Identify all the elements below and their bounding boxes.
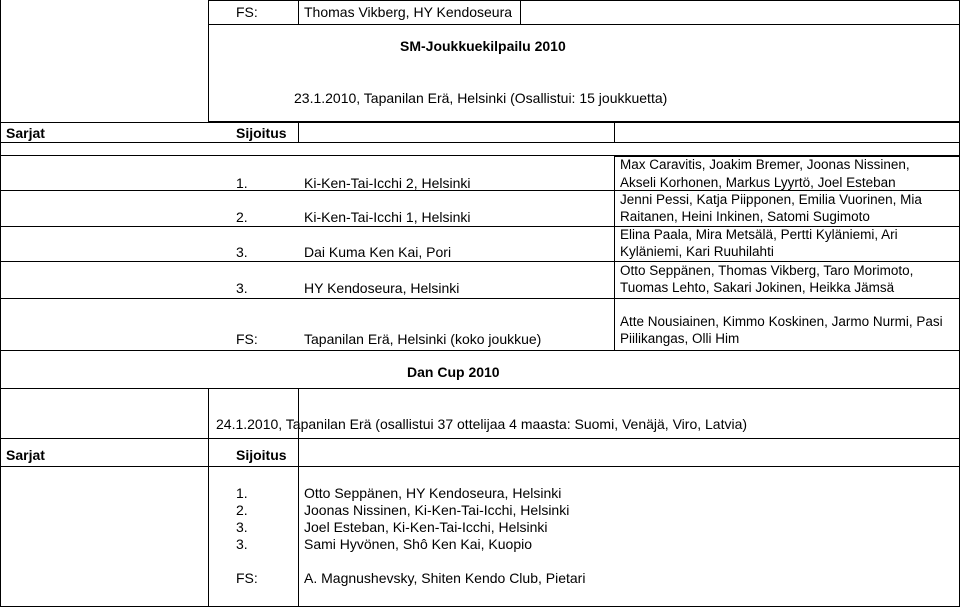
sm-title: SM-Joukkuekilpailu 2010: [400, 38, 566, 54]
dan-title: Dan Cup 2010: [407, 364, 500, 380]
grid-line: [208, 0, 209, 123]
header-fs-value: Thomas Vikberg, HY Kendoseura: [304, 4, 513, 20]
sm-fs-members: Piilikangas, Olli Him: [620, 331, 740, 346]
sm-col-sijoitus: Sijoitus: [236, 125, 287, 141]
sm-team: Ki-Ken-Tai-Icchi 2, Helsinki: [304, 175, 471, 191]
grid-line: [0, 122, 960, 123]
sm-members: Akseli Korhonen, Markus Lyyrtö, Joel Esteban: [620, 175, 896, 190]
grid-line: [520, 0, 521, 24]
dan-name: Sami Hyvönen, Shô Ken Kai, Kuopio: [304, 536, 533, 552]
sm-place: 2.: [236, 209, 248, 225]
sm-members: Kyläniemi, Kari Ruuhilahti: [620, 244, 774, 259]
dan-fs-name: A. Magnushevsky, Shiten Kendo Club, Pietari: [304, 570, 586, 586]
dan-name: Otto Seppänen, HY Kendoseura, Helsinki: [304, 485, 562, 501]
dan-name: Joonas Nissinen, Ki-Ken-Tai-Icchi, Helsinki: [304, 502, 570, 518]
sm-place: 3.: [236, 244, 248, 260]
sm-members: Otto Seppänen, Thomas Vikberg, Taro Morimoto,: [620, 263, 914, 278]
dan-place: 3.: [236, 536, 248, 552]
dan-fs-label: FS:: [236, 570, 258, 586]
sm-fs-team: Tapanilan Erä, Helsinki (koko joukkue): [304, 331, 542, 347]
grid-line: [0, 142, 960, 143]
grid-line: [614, 155, 615, 350]
sm-team: Ki-Ken-Tai-Icchi 1, Helsinki: [304, 209, 471, 225]
sm-place: 1.: [236, 175, 248, 191]
sm-members: Elina Paala, Mira Metsälä, Pertti Kyläniemi, Ari: [620, 227, 898, 242]
grid-line: [0, 388, 960, 389]
dan-col-sijoitus: Sijoitus: [236, 447, 287, 463]
dan-col-sarjat: Sarjat: [6, 447, 45, 463]
grid-line: [298, 123, 299, 143]
sm-fs-label: FS:: [236, 331, 258, 347]
dan-place: 1.: [236, 485, 248, 501]
sm-place: 3.: [236, 280, 248, 296]
header-fs-label: FS:: [236, 4, 258, 20]
dan-subtitle: 24.1.2010, Tapanilan Erä (osallistui 37 ottelijaa 4 maasta: Suomi, Venäjä, Viro, Latvia): [216, 416, 748, 432]
grid-line: [0, 298, 960, 299]
sm-team: HY Kendoseura, Helsinki: [304, 280, 460, 296]
grid-line: [0, 261, 960, 262]
sm-members: Jenni Pessi, Katja Piipponen, Emilia Vuorinen, Mia: [620, 192, 922, 207]
sm-team: Dai Kuma Ken Kai, Pori: [304, 244, 452, 260]
sm-members: Raitanen, Heini Inkinen, Satomi Sugimoto: [620, 209, 870, 224]
grid-line: [0, 438, 960, 439]
grid-line: [614, 123, 615, 143]
sm-fs-members: Atte Nousiainen, Kimmo Koskinen, Jarmo Nurmi, Pasi: [620, 314, 943, 329]
dan-place: 2.: [236, 502, 248, 518]
sm-col-sarjat: Sarjat: [6, 125, 45, 141]
dan-name: Joel Esteban, Ki-Ken-Tai-Icchi, Helsinki: [304, 519, 548, 535]
dan-place: 3.: [236, 519, 248, 535]
sm-members: Tuomas Lehto, Sakari Jokinen, Heikka Jämsä: [620, 280, 895, 295]
grid-line: [0, 350, 960, 351]
grid-line: [0, 155, 960, 156]
grid-line: [298, 0, 299, 24]
grid-line: [208, 388, 209, 607]
sm-members: Max Caravitis, Joakim Bremer, Joonas Nissinen,: [620, 157, 910, 172]
sm-subtitle: 23.1.2010, Tapanilan Erä, Helsinki (Osallistui: 15 joukkuetta): [294, 90, 668, 106]
grid-line: [0, 0, 1, 607]
grid-line: [0, 466, 960, 467]
grid-line: [208, 24, 960, 25]
grid-line: [208, 0, 960, 1]
